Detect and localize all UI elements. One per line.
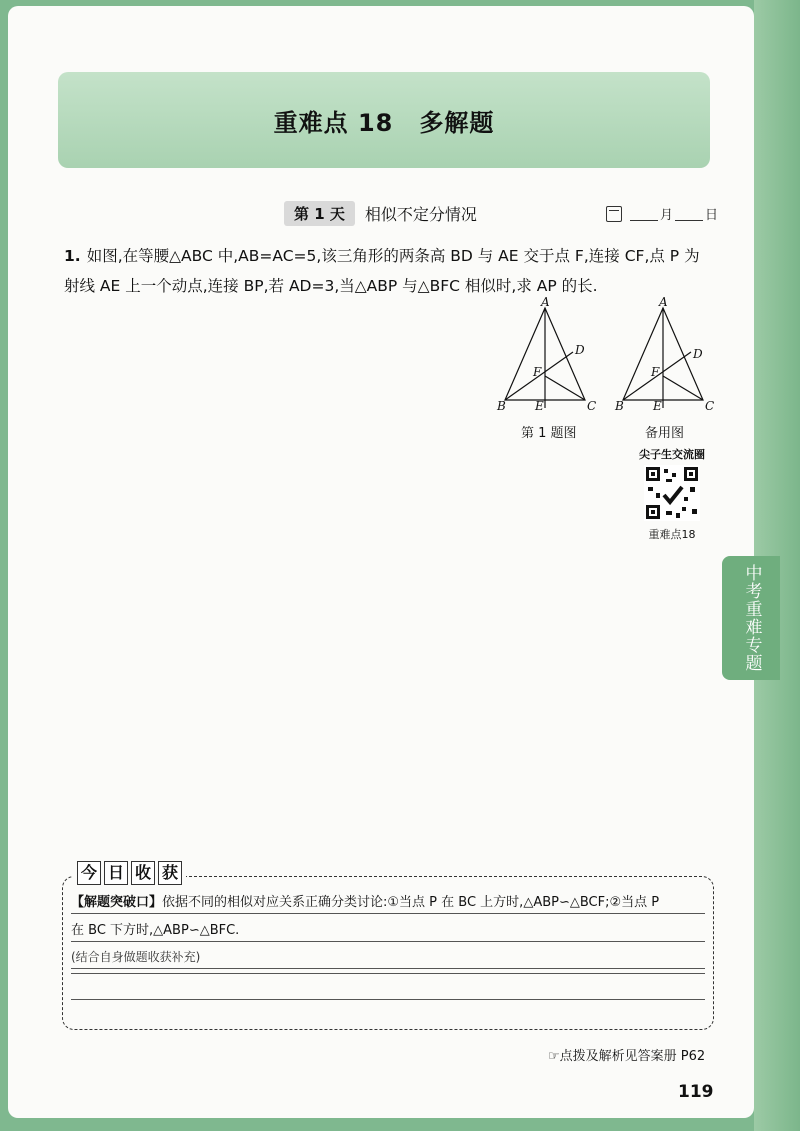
figures-area [495, 296, 725, 446]
segment-cf [545, 376, 585, 400]
qr-code-icon[interactable] [644, 465, 700, 521]
label-a: A [541, 296, 550, 309]
figure-main [505, 308, 585, 408]
hint-text: (结合自身做题收获补充) [71, 950, 201, 964]
tip-label: 【解题突破口】 [71, 895, 163, 910]
date-field [606, 204, 718, 223]
day-topic: 相似不定分情况 [364, 204, 477, 224]
label-b-backup: B [615, 399, 624, 413]
label-e-backup: E [653, 399, 662, 413]
day-header [284, 200, 477, 226]
label-b: B [497, 399, 506, 413]
day-badge: 第 1 天 [284, 201, 355, 226]
tip-line-1 [71, 893, 705, 914]
problem-text: 如图,在等腰△ABC 中,AB=AC=5,该三角形的两条高 BD 与 AE 交于点 F,连接 CF,点 P 为射线 AE 上一个动点,连接 BP,若 AD=3,当△ABP 与△BFC 相似时,求 AP 的长. [64, 247, 700, 295]
hint-line [71, 947, 705, 969]
calendar-icon [606, 206, 622, 222]
label-d-backup: D [693, 347, 703, 361]
label-c-backup: C [705, 399, 715, 413]
tip-text-2: 在 BC 下方时,△ABP∽△BFC. [71, 923, 240, 938]
harvest-title [73, 861, 186, 885]
qr-title: 尖子生交流圈 [639, 448, 705, 461]
label-e: E [535, 399, 544, 413]
tip-text-1: 依据不同的相似对应关系正确分类讨论:①当点 P 在 BC 上方时,△ABP∽△BCF;②当点 P [162, 895, 660, 910]
section-title [274, 103, 495, 138]
answer-reference: ☞点拨及解析见答案册 P62 [548, 1049, 706, 1064]
section-title-topic: 多解题 [419, 108, 495, 137]
blank-line-2[interactable] [71, 999, 705, 1000]
harvest-box [62, 863, 714, 1030]
tip-line-2 [71, 921, 705, 942]
qr-block [632, 446, 712, 542]
figure-backup [623, 308, 703, 408]
label-d: D [575, 343, 585, 357]
label-f: F [533, 365, 542, 379]
month-label: 月 [660, 208, 674, 223]
month-blank [630, 206, 658, 221]
section-title-number: 重难点 18 [273, 108, 394, 137]
label-f-backup: F [651, 365, 660, 379]
harvest-title-char-1: 今 [77, 861, 101, 885]
harvest-title-char-4: 获 [158, 861, 182, 885]
page-number: 119 [678, 1082, 714, 1102]
side-tab-label: 中考重难专题 [722, 556, 780, 680]
problem-1 [64, 241, 712, 301]
harvest-title-char-2: 日 [104, 861, 128, 885]
problem-number: 1. [64, 247, 81, 265]
figure-caption-backup: 备用图 [645, 426, 685, 441]
label-c: C [587, 399, 597, 413]
day-blank [675, 206, 703, 221]
label-a-backup: A [659, 296, 668, 309]
segment-cf-backup [663, 376, 703, 400]
qr-caption: 重难点18 [648, 528, 696, 541]
day-label: 日 [705, 208, 719, 223]
blank-line-1[interactable] [71, 973, 705, 974]
section-banner [58, 72, 710, 168]
figure-caption-main: 第 1 题图 [521, 426, 577, 441]
harvest-title-char-3: 收 [131, 861, 155, 885]
